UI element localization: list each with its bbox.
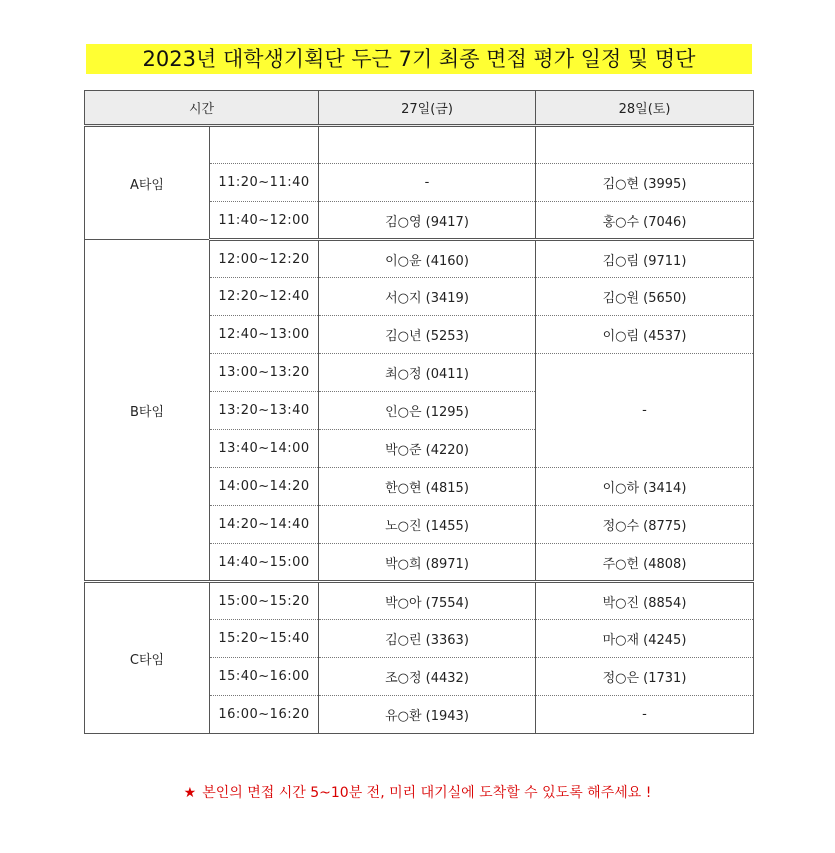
star-icon: ★ [183, 785, 197, 801]
day1-cell [319, 126, 536, 164]
table-row [85, 240, 754, 278]
day2-cell: 마○재 (4245) [536, 620, 754, 658]
day2-cell: 김○원 (5650) [536, 278, 754, 316]
day1-cell: 박○준 (4220) [319, 430, 536, 468]
schedule-table [84, 90, 754, 734]
header-day1: 27일(금) [319, 91, 536, 126]
day2-cell: 박○진 (8854) [536, 582, 754, 620]
day2-cell: 김○현 (3995) [536, 164, 754, 202]
day2-cell [536, 126, 754, 164]
arrival-notice [0, 782, 835, 802]
day1-cell: 김○린 (3363) [319, 620, 536, 658]
day2-cell: 이○하 (3414) [536, 468, 754, 506]
day2-cell: 정○은 (1731) [536, 658, 754, 696]
day1-cell: - [319, 164, 536, 202]
day1-cell: 박○아 (7554) [319, 582, 536, 620]
time-cell: 12:20~12:40 [210, 278, 319, 316]
day2-cell: 이○림 (4537) [536, 316, 754, 354]
time-cell: 13:20~13:40 [210, 392, 319, 430]
group-a-label: A타임 [85, 126, 210, 240]
time-cell: 15:20~15:40 [210, 620, 319, 658]
time-cell: 14:20~14:40 [210, 506, 319, 544]
page-title: 2023년 대학생기획단 두근 7기 최종 면접 평가 일정 및 명단 [86, 44, 752, 74]
day1-cell: 서○지 (3419) [319, 278, 536, 316]
header-day2: 28일(토) [536, 91, 754, 126]
time-cell: 12:00~12:20 [210, 240, 319, 278]
group-c-label: C타임 [85, 582, 210, 734]
day1-cell: 김○영 (9417) [319, 202, 536, 240]
day1-cell: 인○은 (1295) [319, 392, 536, 430]
day1-cell: 조○정 (4432) [319, 658, 536, 696]
time-cell: 16:00~16:20 [210, 696, 319, 734]
time-cell: 11:40~12:00 [210, 202, 319, 240]
notice-text: 본인의 면접 시간 5~10분 전, 미리 대기실에 도착할 수 있도록 해주세요 ! [202, 785, 652, 801]
table-row [85, 582, 754, 620]
day1-cell: 노○진 (1455) [319, 506, 536, 544]
time-cell: 11:20~11:40 [210, 164, 319, 202]
day2-cell: 홍○수 (7046) [536, 202, 754, 240]
time-cell: 14:40~15:00 [210, 544, 319, 582]
day2-cell: 정○수 (8775) [536, 506, 754, 544]
time-cell [210, 126, 319, 164]
day1-cell: 한○현 (4815) [319, 468, 536, 506]
day1-cell: 최○정 (0411) [319, 354, 536, 392]
day1-cell: 김○년 (5253) [319, 316, 536, 354]
day1-cell: 박○희 (8971) [319, 544, 536, 582]
time-cell: 14:00~14:20 [210, 468, 319, 506]
day2-cell: 주○헌 (4808) [536, 544, 754, 582]
day2-cell: - [536, 696, 754, 734]
day1-cell: 이○윤 (4160) [319, 240, 536, 278]
header-time: 시간 [85, 91, 319, 126]
time-cell: 13:00~13:20 [210, 354, 319, 392]
time-cell: 13:40~14:00 [210, 430, 319, 468]
day2-merged-cell: - [536, 354, 754, 468]
day1-cell: 유○환 (1943) [319, 696, 536, 734]
table-header-row [85, 91, 754, 126]
time-cell: 12:40~13:00 [210, 316, 319, 354]
table-row [85, 126, 754, 164]
day2-cell: 김○림 (9711) [536, 240, 754, 278]
group-b-label: B타임 [85, 240, 210, 582]
time-cell: 15:00~15:20 [210, 582, 319, 620]
time-cell: 15:40~16:00 [210, 658, 319, 696]
